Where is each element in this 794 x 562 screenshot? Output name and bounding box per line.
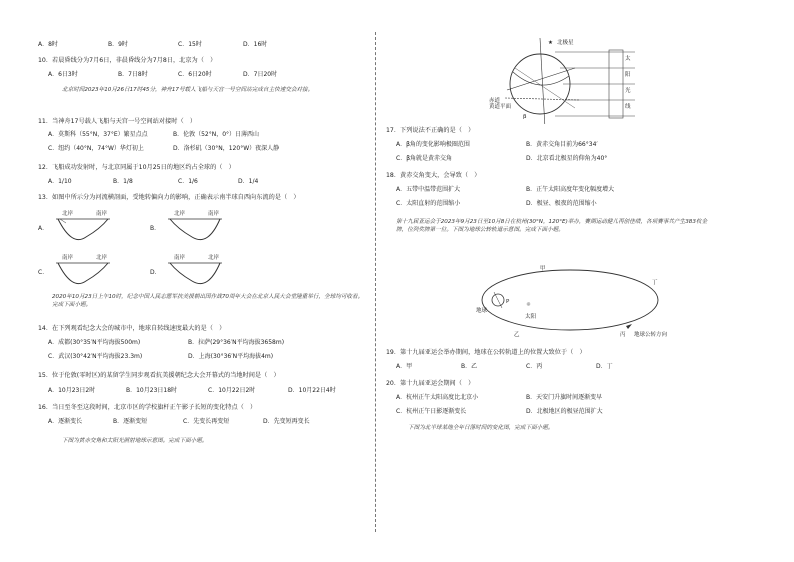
option-c: C．杭州正午日影逐渐变长 (396, 408, 467, 415)
option-c: C．先变长再变短 (183, 418, 230, 425)
option-d: D．北京看北极星的仰角为40° (526, 155, 608, 162)
option-d: D．丁 (596, 363, 613, 370)
question-12: 12．飞船成功发射时，与北京同属于10月25日的地区约占全球的（ ） (38, 164, 235, 171)
option-c: C． (38, 269, 49, 276)
option-a: A．甲 (396, 363, 413, 370)
option-b: B． (150, 225, 161, 232)
label-south-bank: 南岸 (96, 211, 108, 217)
label-sun: 太阳 (525, 314, 537, 320)
option-d: D．16时 (243, 41, 268, 48)
option-c: C．太阳直射的范围缩小 (396, 200, 461, 207)
option-a: A．1/10 (48, 178, 72, 185)
intro-2020: 2020年10月23日上午10时，纪念中国人民志愿军抗美援朝出国作战70周年大会在北京人民大会堂隆重举行，全球均可收看。完成下面小题。 (52, 294, 364, 308)
question-11: 11．当神舟17号载人飞船与天宫一号空间站对接时（ ） (38, 118, 197, 125)
option-b: B．逐渐变短 (113, 418, 148, 425)
option-c: C．丙 (526, 363, 543, 370)
question-19: 19．第十九届亚运会举办期间，地球在公转轨道上的位置大致位于（ ） (386, 349, 586, 356)
option-b: B．天安门升旗时间逐渐变早 (526, 394, 603, 401)
river-diagram-b (164, 207, 226, 245)
option-b: B．伦敦（52°N，0°）日薄西山 (173, 131, 260, 138)
option-b: B．7日8时 (118, 71, 148, 78)
label-yang: 阳 (625, 72, 631, 78)
option-b: B．乙 (461, 363, 478, 370)
question-20: 20．第十九届亚运会期间（ ） (386, 380, 475, 387)
river-diagram-a (52, 207, 114, 245)
question-14: 14．在下列观看纪念大会的城市中，地球自转线速度最大的是（ ） (38, 325, 226, 332)
label-north-bank: 北岸 (174, 211, 186, 217)
label-yi: 乙 (514, 332, 520, 338)
option-d: D．7日20时 (243, 71, 278, 78)
option-c: C．15时 (178, 41, 202, 48)
option-a: A．逐渐变长 (48, 418, 83, 425)
intro-asian-games: 第十九届亚运会于2023年9月23日至10月8日在杭州(30°N，120°E)举办，赛期运动健儿再创佳绩，各项赛事共产生383枚金牌，位列奖牌第一位。下图为地球公转轨道示意图。完成下面小题。 (396, 219, 708, 233)
label-bing: 丙 (620, 332, 626, 338)
label-orbit-direction: 地球公转方向 (634, 332, 668, 338)
svg-text:★: ★ (548, 40, 553, 46)
option-d: D．北极地区的极昼范围扩大 (526, 408, 603, 415)
option-c: C．10月22日2时 (208, 387, 256, 394)
question-17: 17．下列说法不正确的是（ ） (386, 127, 475, 134)
option-b: B．正午太阳高度年变化幅度增大 (526, 186, 615, 193)
question-16: 16．当日至冬至这段时间，北京市区的学校旗杆正午影子长短的变化特点（ ） (38, 404, 257, 411)
option-a: A．成都(30°35′N平均海拔500m) (48, 339, 141, 346)
label-ecliptic: 黄道平面 (489, 104, 512, 110)
river-diagram-d (164, 251, 226, 289)
option-b: B．拉萨(29°36′N平均海拔3658m) (188, 339, 285, 346)
option-b: B．1/8 (113, 178, 133, 185)
ecliptic-sunlight-diagram (485, 38, 655, 124)
option-c: C．武汉(30°42′N平均海拔23.3m) (48, 353, 143, 360)
label-tai: 太 (625, 56, 631, 62)
option-a: A．10月23日2时 (48, 387, 96, 394)
option-c: C．β角就是黄赤交角 (396, 155, 453, 162)
question-15: 15．位于伦敦(零时区)的某留学生同步观看抗美援朝纪念大会开幕式的当地时间是（ ） (38, 372, 280, 379)
question-10: 10．若晨昏线分为7月6日，非晨昏线分为7月8日，北京为（ ） (38, 57, 217, 64)
label-north-bank: 北岸 (62, 211, 74, 217)
option-c: C．6日20时 (178, 71, 212, 78)
option-a: A．6日3时 (48, 71, 78, 78)
option-c: C．纽约（40°N，74°W）华灯初上 (48, 145, 144, 152)
label-north-bank: 北岸 (208, 255, 220, 261)
option-a: A．β角的变化影响极圈范围 (396, 141, 470, 148)
label-south-bank: 南岸 (62, 255, 74, 261)
option-a: A．五带中温带范围扩大 (396, 186, 461, 193)
label-equator: 赤道 (489, 98, 501, 104)
question-18: 18．黄赤交角变大，会导致（ ） (386, 172, 481, 179)
intro-last: 下图为北半球某地全年日落时间的变化图，完成下面小题。 (408, 425, 554, 431)
option-d: D．洛杉矶（30°N，120°W）夜深人静 (173, 145, 280, 152)
option-a: A． (38, 225, 49, 232)
option-d: D．极昼、极夜的范围缩小 (526, 200, 597, 207)
option-a: A．莫斯科（55°N，37°E）繁星点点 (48, 131, 148, 138)
label-beta: β (523, 114, 527, 120)
label-north-bank: 北岸 (96, 255, 108, 261)
label-earth: 地球 (476, 308, 488, 314)
intro-shenzhou: 北京时间2023年10月26日17时45分，神舟17号载人飞船与天宫一号空间站完成自主快速交会对接。 (62, 87, 314, 93)
column-divider (375, 32, 376, 532)
option-b: B．10月23日18时 (126, 387, 178, 394)
sun-icon: ☼ (526, 302, 531, 308)
option-c: C．1/6 (178, 178, 198, 185)
earth-orbit-diagram (470, 262, 680, 342)
label-xian: 线 (625, 104, 631, 110)
label-guang: 光 (625, 88, 631, 94)
label-jia: 甲 (540, 266, 546, 272)
label-north-star: 北极星 (557, 40, 574, 46)
label-p: P (506, 299, 510, 305)
option-d: D． (150, 269, 161, 276)
river-diagram-c (52, 251, 114, 289)
option-b: B．黄赤交角目前为66°34′ (526, 141, 598, 148)
option-d: D．10月22日4时 (288, 387, 336, 394)
option-a: A．8时 (38, 41, 58, 48)
label-ding: 丁 (652, 280, 658, 286)
option-d: D．上海(30°36′N平均海拔4m) (188, 353, 274, 360)
question-13: 13．如图中所示分为河流横剖面，受地转偏向力的影响，正确表示南半球自西向东流的是（ ） (38, 194, 300, 201)
label-south-bank: 南岸 (174, 255, 186, 261)
label-south-bank: 南岸 (208, 211, 220, 217)
river-cross-sections (38, 207, 368, 287)
option-d: D．1/4 (238, 178, 259, 185)
option-d: D．先变短再变长 (263, 418, 310, 425)
option-b: B．9时 (108, 41, 128, 48)
intro-ecliptic: 下图为黄赤交角和太阳光照射地球示意图。完成下面小题。 (62, 438, 208, 444)
option-a: A．杭州正午太阳高度比北京小 (396, 394, 479, 401)
